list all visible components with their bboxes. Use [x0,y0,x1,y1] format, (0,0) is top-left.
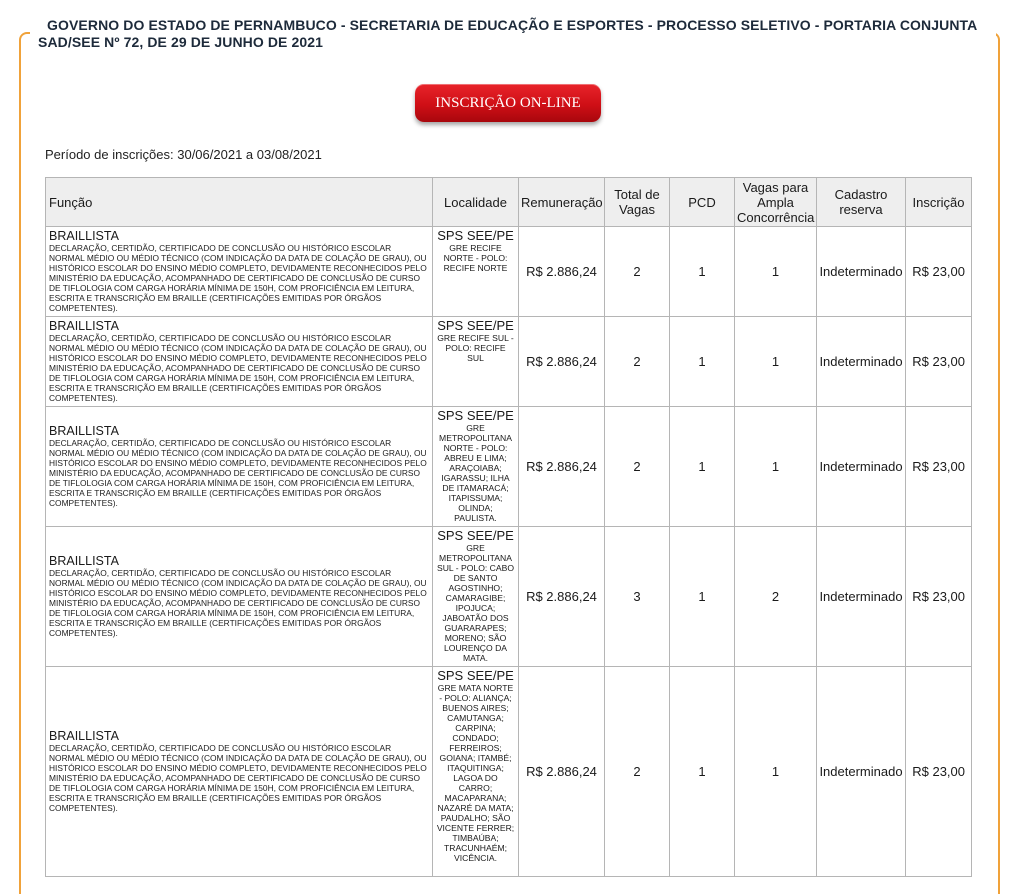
cell-inscricao: R$ 23,00 [906,667,972,877]
col-header-cadastro-reserva: Cadastro reserva [817,178,906,227]
localidade-name: SPS SEE/PE [437,668,514,683]
cell-inscricao: R$ 23,00 [906,317,972,407]
col-header-total-vagas: Total de Vagas [605,178,670,227]
cell-total-vagas: 2 [605,317,670,407]
cell-funcao [46,227,433,317]
funcao-name: BRAILLISTA [49,729,119,743]
cell-pcd: 1 [670,407,735,527]
cell-ampla-concorrencia: 1 [735,667,817,877]
funcao-name: BRAILLISTA [49,229,119,243]
online-registration-button[interactable]: INSCRIÇÃO ON-LINE [415,84,601,122]
table-row [46,317,972,407]
cell-total-vagas: 2 [605,667,670,877]
cell-cadastro-reserva: Indeterminado [817,227,906,317]
funcao-description: DECLARAÇÃO, CERTIDÃO, CERTIFICADO DE CONCLUSÃO OU HISTÓRICO ESCOLAR NORMAL MÉDIO OU MÉDIO TÉCNICO (COM INDICAÇÃO DA DATA DE COLAÇÃO DE GRAU), OU HISTÓRICO ESCOLAR DO ENSINO MÉDIO COMPLETO, DEVIDAMENTE RECONHECIDOS PELO MINISTÉRIO DA EDUCAÇÃO, ACOMPANHADO DE CERTIFICADO DE CONCLUSÃO DE CURSO DE TIFLOLOGIA COM CARGA HORÁRIA MÍNIMA DE 150H, COM PROFICIÊNCIA EM LEITURA, ESCRITA E TRANSCRIÇÃO EM BRAILLE (CERTIFICAÇÕES EMITIDAS POR ÓRGÃOS COMPETENTES). [49,438,427,508]
cell-pcd: 1 [670,227,735,317]
col-header-localidade: Localidade [433,178,519,227]
table-row [46,227,972,317]
cell-localidade [433,227,519,317]
cell-remuneracao: R$ 2.886,24 [519,667,605,877]
cell-funcao [46,407,433,527]
cell-inscricao: R$ 23,00 [906,527,972,667]
cell-localidade [433,407,519,527]
funcao-description: DECLARAÇÃO, CERTIDÃO, CERTIFICADO DE CONCLUSÃO OU HISTÓRICO ESCOLAR NORMAL MÉDIO OU MÉDIO TÉCNICO (COM INDICAÇÃO DA DATA DE COLAÇÃO DE GRAU), OU HISTÓRICO ESCOLAR DO ENSINO MÉDIO COMPLETO, DEVIDAMENTE RECONHECIDOS PELO MINISTÉRIO DA EDUCAÇÃO, ACOMPANHADO DE CERTIFICADO DE CONCLUSÃO DE CURSO DE TIFLOLOGIA COM CARGA HORÁRIA MÍNIMA DE 150H, COM PROFICIÊNCIA EM LEITURA, ESCRITA E TRANSCRIÇÃO EM BRAILLE (CERTIFICAÇÕES EMITIDAS POR ÓRGÃOS COMPETENTES). [49,743,427,813]
cell-cadastro-reserva: Indeterminado [817,527,906,667]
funcao-name: BRAILLISTA [49,319,119,333]
localidade-name: SPS SEE/PE [437,528,514,543]
col-header-ampla-concorrencia: Vagas para Ampla Concorrência [735,178,817,227]
cell-funcao [46,667,433,877]
cell-total-vagas: 3 [605,527,670,667]
col-header-funcao: Função [46,178,433,227]
funcao-description: DECLARAÇÃO, CERTIDÃO, CERTIFICADO DE CONCLUSÃO OU HISTÓRICO ESCOLAR NORMAL MÉDIO OU MÉDIO TÉCNICO (COM INDICAÇÃO DA DATA DE COLAÇÃO DE GRAU), OU HISTÓRICO ESCOLAR DO ENSINO MÉDIO COMPLETO, DEVIDAMENTE RECONHECIDOS PELO MINISTÉRIO DA EDUCAÇÃO, ACOMPANHADO DE CERTIFICADO DE CONCLUSÃO DE CURSO DE TIFLOLOGIA COM CARGA HORÁRIA MÍNIMA DE 150H, COM PROFICIÊNCIA EM LEITURA, ESCRITA E TRANSCRIÇÃO EM BRAILLE (CERTIFICAÇÕES EMITIDAS POR ÓRGÃOS COMPETENTES). [49,568,427,638]
cell-funcao [46,527,433,667]
localidade-polo: GRE MATA NORTE - POLO: ALIANÇA; BUENOS AIRES; CAMUTANGA; CARPINA; CONDADO; FERREIROS; GOIANA; ITAMBÉ; ITAQUITINGA; LAGOA DO CARRO; MACAPARANA; NAZARÉ DA MATA; PAUDALHO; SÃO VICENTE FERRER; TIMBAÚBA; TRACUNHAÉM; VICÊNCIA. [436,683,515,863]
cell-cadastro-reserva: Indeterminado [817,667,906,877]
page-title: GOVERNO DO ESTADO DE PERNAMBUCO - SECRETARIA DE EDUCAÇÃO E ESPORTES - PROCESSO SELETIVO - PORTARIA CONJUNTA SAD/SEE Nº 72, DE 29 DE JUNHO DE 2021 [30,15,996,53]
table-header-row [46,178,972,227]
registration-period: Período de inscrições: 30/06/2021 a 03/08/2021 [45,147,322,162]
localidade-polo: GRE RECIFE SUL - POLO: RECIFE SUL [437,333,514,363]
localidade-polo: GRE METROPOLITANA NORTE - POLO: ABREU E LIMA; ARAÇOIABA; IGARASSU; ILHA DE ITAMARACÁ; ITAPISSUMA; OLINDA; PAULISTA. [439,423,512,523]
funcao-name: BRAILLISTA [49,554,119,568]
cell-pcd: 1 [670,667,735,877]
cell-ampla-concorrencia: 1 [735,407,817,527]
table-row [46,407,972,527]
cell-localidade [433,527,519,667]
localidade-name: SPS SEE/PE [437,318,514,333]
funcao-description: DECLARAÇÃO, CERTIDÃO, CERTIFICADO DE CONCLUSÃO OU HISTÓRICO ESCOLAR NORMAL MÉDIO OU MÉDIO TÉCNICO (COM INDICAÇÃO DA DATA DE COLAÇÃO DE GRAU), OU HISTÓRICO ESCOLAR DO ENSINO MÉDIO COMPLETO, DEVIDAMENTE RECONHECIDOS PELO MINISTÉRIO DA EDUCAÇÃO, ACOMPANHADO DE CERTIFICADO DE CONCLUSÃO DE CURSO DE TIFLOLOGIA COM CARGA HORÁRIA MÍNIMA DE 150H, COM PROFICIÊNCIA EM LEITURA, ESCRITA E TRANSCRIÇÃO EM BRAILLE (CERTIFICAÇÕES EMITIDAS POR ÓRGÃOS COMPETENTES). [49,243,427,313]
cell-funcao [46,317,433,407]
localidade-name: SPS SEE/PE [437,228,514,243]
cell-cadastro-reserva: Indeterminado [817,317,906,407]
cell-inscricao: R$ 23,00 [906,227,972,317]
cell-total-vagas: 2 [605,407,670,527]
localidade-name: SPS SEE/PE [437,408,514,423]
funcao-description: DECLARAÇÃO, CERTIDÃO, CERTIFICADO DE CONCLUSÃO OU HISTÓRICO ESCOLAR NORMAL MÉDIO OU MÉDIO TÉCNICO (COM INDICAÇÃO DA DATA DE COLAÇÃO DE GRAU), OU HISTÓRICO ESCOLAR DO ENSINO MÉDIO COMPLETO, DEVIDAMENTE RECONHECIDOS PELO MINISTÉRIO DA EDUCAÇÃO, ACOMPANHADO DE CERTIFICADO DE CONCLUSÃO DE CURSO DE TIFLOLOGIA COM CARGA HORÁRIA MÍNIMA DE 150H, COM PROFICIÊNCIA EM LEITURA, ESCRITA E TRANSCRIÇÃO EM BRAILLE (CERTIFICAÇÕES EMITIDAS POR ÓRGÃOS COMPETENTES). [49,333,427,403]
cell-remuneracao: R$ 2.886,24 [519,317,605,407]
col-header-inscricao: Inscrição [906,178,972,227]
cell-remuneracao: R$ 2.886,24 [519,227,605,317]
cell-pcd: 1 [670,527,735,667]
cell-ampla-concorrencia: 1 [735,227,817,317]
cell-remuneracao: R$ 2.886,24 [519,527,605,667]
table-row [46,667,972,877]
col-header-pcd: PCD [670,178,735,227]
cell-localidade [433,317,519,407]
cell-remuneracao: R$ 2.886,24 [519,407,605,527]
cell-inscricao: R$ 23,00 [906,407,972,527]
table-row [46,527,972,667]
vacancies-table [45,177,972,877]
cell-total-vagas: 2 [605,227,670,317]
cell-ampla-concorrencia: 2 [735,527,817,667]
funcao-name: BRAILLISTA [49,424,119,438]
col-header-remuneracao: Remuneração [519,178,605,227]
cell-ampla-concorrencia: 1 [735,317,817,407]
cell-cadastro-reserva: Indeterminado [817,407,906,527]
localidade-polo: GRE RECIFE NORTE - POLO: RECIFE NORTE [443,243,508,273]
localidade-polo: GRE METROPOLITANA SUL - POLO: CABO DE SANTO AGOSTINHO; CAMARAGIBE; IPOJUCA; JABOATÃO DOS GUARARAPES; MORENO; SÃO LOURENÇO DA MATA. [436,543,515,663]
cell-pcd: 1 [670,317,735,407]
cell-localidade [433,667,519,877]
